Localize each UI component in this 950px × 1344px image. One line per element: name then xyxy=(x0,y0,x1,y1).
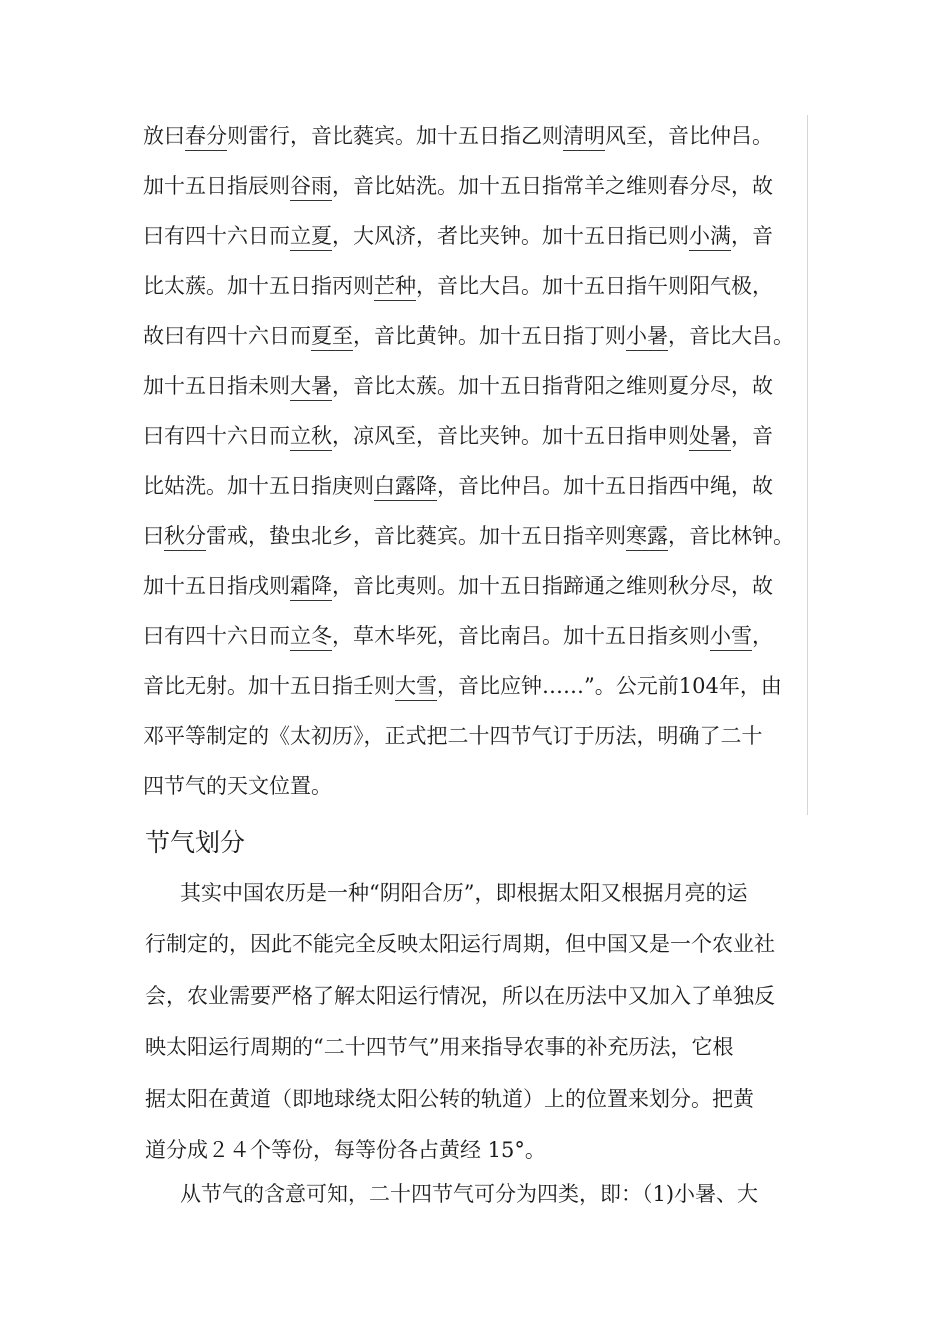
solar-term-underlined: 立冬 xyxy=(290,624,332,651)
paragraph-line: 映太阳运行周期的“二十四节气”用来指导农事的补充历法，它根 xyxy=(145,1035,734,1060)
text-line xyxy=(143,371,773,401)
right-border-rule xyxy=(807,115,808,815)
paragraph-line: 道分成２４个等份，每等份各占黄经 15°。 xyxy=(145,1138,546,1162)
text-segment: 加十五日指戌则 xyxy=(143,574,290,598)
text-segment: ，音比应钟……”。公元前104年，由 xyxy=(437,674,782,698)
text-segment: ，草木毕死，音比南吕。加十五日指亥则 xyxy=(332,624,710,648)
text-segment: 风至，音比仲吕。 xyxy=(605,124,773,148)
paragraph-line: 其实中国农历是一种“阴阳合历”，即根据太阳又根据月亮的运 xyxy=(180,881,748,905)
solar-term-underlined: 谷雨 xyxy=(290,174,332,201)
solar-term-underlined: 小暑 xyxy=(626,324,668,351)
text-segment: ，音 xyxy=(731,424,773,448)
text-line xyxy=(143,571,773,601)
text-segment: ， xyxy=(752,624,773,648)
text-segment: 加十五日指未则 xyxy=(143,374,290,398)
quoted-text-block xyxy=(143,115,811,815)
text-segment: 雷戒，蛰虫北乡，音比蕤宾。加十五日指辛则 xyxy=(206,524,626,548)
text-line xyxy=(143,521,794,551)
paragraph-line: 从节气的含意可知，二十四节气可分为四类，即：（1)小暑、大 xyxy=(180,1182,759,1206)
text-segment: ，音比姑洗。加十五日指常羊之维则春分尽，故 xyxy=(332,174,773,198)
text-segment: ，音 xyxy=(731,224,773,248)
paragraph-line: 行制定的，因此不能完全反映太阳运行周期，但中国又是一个农业社 xyxy=(145,932,775,957)
solar-term-underlined: 芒种 xyxy=(374,274,416,301)
text-line xyxy=(143,321,794,351)
text-segment: 四节气的天文位置。 xyxy=(143,774,332,798)
text-segment: 故曰有四十六日而 xyxy=(143,324,311,348)
paragraph-line: 据太阳在黄道（即地球绕太阳公转的轨道）上的位置来划分。把黄 xyxy=(145,1086,754,1111)
text-segment: ，音比黄钟。加十五日指丁则 xyxy=(353,324,626,348)
solar-term-underlined: 春分 xyxy=(185,124,227,151)
solar-term-underlined: 白露降 xyxy=(374,474,437,501)
text-line xyxy=(143,221,773,251)
solar-term-underlined: 立夏 xyxy=(290,224,332,251)
text-line xyxy=(143,671,782,701)
text-segment: ，音比林钟。 xyxy=(668,524,794,548)
text-line xyxy=(143,271,773,301)
text-line xyxy=(143,471,773,501)
text-segment: ，凉风至，音比夹钟。加十五日指申则 xyxy=(332,424,689,448)
text-segment: 比太蔟。加十五日指丙则 xyxy=(143,274,374,298)
text-segment: 曰有四十六日而 xyxy=(143,624,290,648)
text-line xyxy=(143,621,773,651)
text-segment: 加十五日指辰则 xyxy=(143,174,290,198)
text-segment: 曰有四十六日而 xyxy=(143,424,290,448)
text-line xyxy=(143,121,773,151)
text-segment: 则雷行，音比蕤宾。加十五日指乙则 xyxy=(227,124,563,148)
text-line xyxy=(143,421,773,451)
text-segment: ，大风济，者比夹钟。加十五日指已则 xyxy=(332,224,689,248)
text-segment: ，音比大吕。加十五日指午则阳气极， xyxy=(416,274,773,298)
text-segment: 放曰 xyxy=(143,124,185,148)
solar-term-underlined: 小雪 xyxy=(710,624,752,651)
text-segment: 邓平等制定的《太初历》，正式把二十四节气订于历法，明确了二十 xyxy=(143,724,763,748)
solar-term-underlined: 霜降 xyxy=(290,574,332,601)
solar-term-underlined: 处暑 xyxy=(689,424,731,451)
solar-term-underlined: 小满 xyxy=(689,224,731,251)
text-line xyxy=(143,771,332,801)
text-line xyxy=(143,721,763,751)
solar-term-underlined: 清明 xyxy=(563,124,605,151)
section-heading: 节气划分 xyxy=(145,828,246,857)
paragraph-line: 会，农业需要严格了解太阳运行情况，所以在历法中又加入了单独反 xyxy=(145,983,775,1008)
text-segment: ，音比仲吕。加十五日指西中绳，故 xyxy=(437,474,773,498)
solar-term-underlined: 夏至 xyxy=(311,324,353,351)
text-segment: ，音比大吕。 xyxy=(668,324,794,348)
solar-term-underlined: 秋分 xyxy=(164,524,206,551)
text-segment: ，音比夷则。加十五日指蹄通之维则秋分尽，故 xyxy=(332,574,773,598)
text-line xyxy=(143,171,773,201)
solar-term-underlined: 立秋 xyxy=(290,424,332,451)
solar-term-underlined: 大暑 xyxy=(290,374,332,401)
text-segment: 曰有四十六日而 xyxy=(143,224,290,248)
solar-term-underlined: 寒露 xyxy=(626,524,668,551)
text-segment: 比姑洗。加十五日指庚则 xyxy=(143,474,374,498)
solar-term-underlined: 大雪 xyxy=(395,674,437,701)
text-segment: 曰 xyxy=(143,524,164,548)
text-segment: ，音比太蔟。加十五日指背阳之维则夏分尽，故 xyxy=(332,374,773,398)
text-segment: 音比无射。加十五日指壬则 xyxy=(143,674,395,698)
